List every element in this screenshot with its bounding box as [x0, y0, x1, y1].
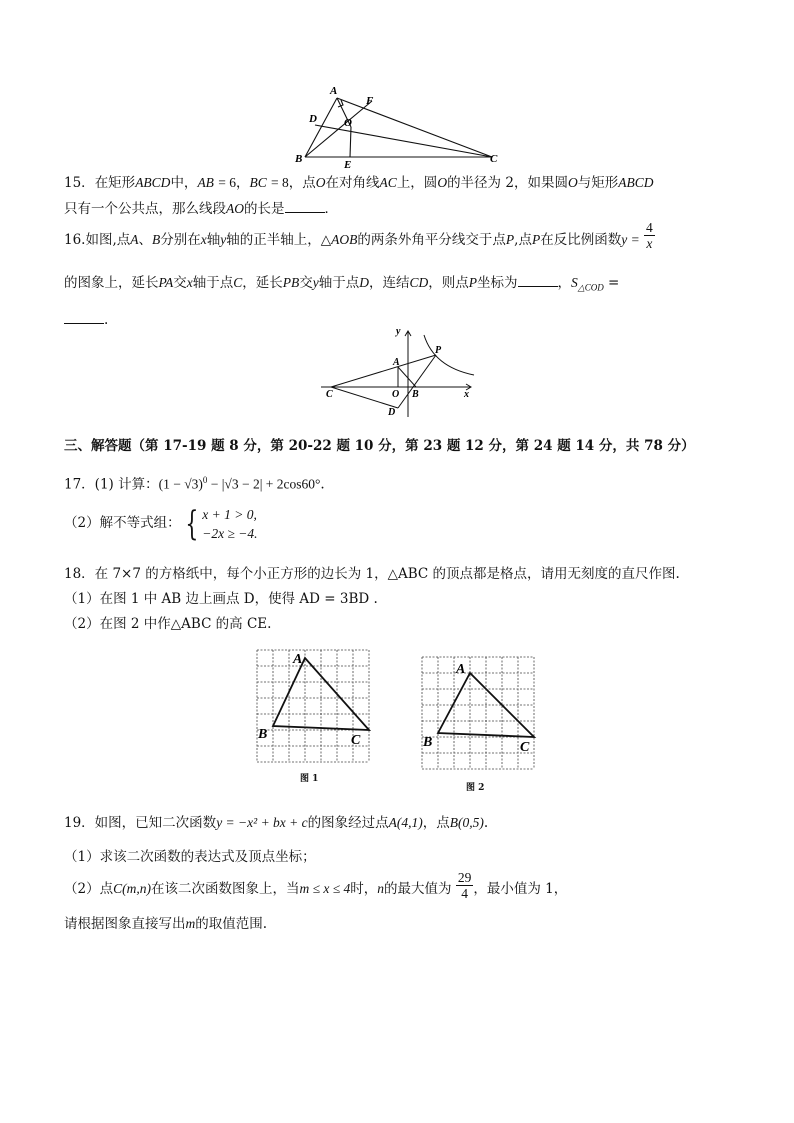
q19-line1: 19．如图，已知二次函数y = −x² + bx + c的图象经过点A(4,1)，点B(0,5). [64, 815, 489, 831]
answer-blank [285, 200, 325, 213]
q16-line3: . [64, 310, 108, 330]
svg-text:B: B [423, 735, 433, 750]
fraction-4-over-x: $\frac{4}{x}$ [645, 220, 653, 251]
q15-line2: 只有一个公共点，那么线段AO的长是 ． [64, 201, 338, 217]
label-F: F [366, 95, 374, 107]
q16-line1: 16.如图,点A、B分别在x轴y轴的正半轴上，△AOB的两条外角平分线交于点P,点P在反比例函数y = $\frac{4}{x}$ [64, 220, 653, 251]
answer-blank [518, 274, 558, 287]
q19-part1: （1）求该二次函数的表达式及顶点坐标； [64, 849, 316, 865]
figure-rectangle-diagram [292, 80, 502, 170]
svg-text:C: C [351, 733, 361, 748]
q17-part2: （2）解不等式组： { x + 1 > 0, −2x ≥ −4. [64, 503, 258, 544]
grid-lines [422, 657, 534, 769]
grid-caption-1: 图 1 [300, 774, 319, 784]
label-A: A [330, 85, 338, 97]
q18-line3: （2）在图 2 中作△ABC 的高 CE. [64, 616, 272, 632]
svg-text:C: C [520, 740, 530, 755]
label-C: C [326, 389, 333, 400]
grid-figure-2 [418, 653, 540, 775]
label-y: y [396, 326, 401, 337]
label-O: O [344, 117, 352, 129]
label-B: B [412, 389, 419, 400]
q18-line1: 18．在 7×7 的方格纸中，每个小正方形的边长为 1，△ABC 的顶点都是格点，请用无刻度的直尺作图. [64, 566, 680, 582]
grid-figure-1 [253, 646, 375, 768]
q16-line2: 的图象上，延长PA交x轴于点C，延长PB交y轴于点D，连结CD，则点P坐标为 ，$S_{\triangle COD}$ = [64, 275, 620, 293]
q17-part1: 17．(1) 计算：$(1 - √3)^0 - |√3 - 2| + 2\cos 60^\circ$. [64, 475, 325, 493]
q19-part2: （2）点C(m,n)在该二次函数图象上，当m ≤ x ≤ 4时，n的最大值为 $\frac{29}{4}$ ，最小值为 1， [64, 870, 568, 901]
brace-icon: { [184, 503, 198, 544]
svg-text:A: A [456, 662, 466, 677]
label-D: D [388, 407, 396, 418]
inequality-system: x + 1 > 0, −2x ≥ −4. [202, 506, 258, 541]
answer-blank [64, 311, 104, 324]
svg-text:A: A [293, 652, 303, 667]
label-C: C [490, 153, 498, 165]
section-heading: 三、解答题（第 17-19 题 8 分，第 20-22 题 10 分，第 23 题 12 分，第 24 题 14 分，共 78 分） [64, 438, 695, 454]
q15-line1: 15．在矩形ABCD中，AB = 6，BC = 8，点O在对角线AC上，圆O的半径为 2，如果圆O与矩形ABCD [64, 175, 654, 191]
svg-text:B: B [258, 727, 268, 742]
label-D: D [309, 113, 317, 125]
label-x: x [464, 389, 469, 400]
label-B: B [295, 153, 303, 165]
label-P: P [435, 345, 442, 356]
figure-coordinate-diagram [316, 325, 486, 420]
q18-line2: （1）在图 1 中 AB 边上画点 D，使得 AD = 3BD . [64, 591, 378, 607]
label-E: E [344, 159, 352, 170]
grid-caption-2: 图 2 [466, 783, 485, 793]
label-A: A [393, 357, 400, 368]
fraction-29-over-4: $\frac{29}{4}$ [457, 870, 472, 901]
q19-part3: 请根据图象直接写出m的取值范围. [64, 916, 268, 932]
label-O: O [392, 389, 400, 400]
